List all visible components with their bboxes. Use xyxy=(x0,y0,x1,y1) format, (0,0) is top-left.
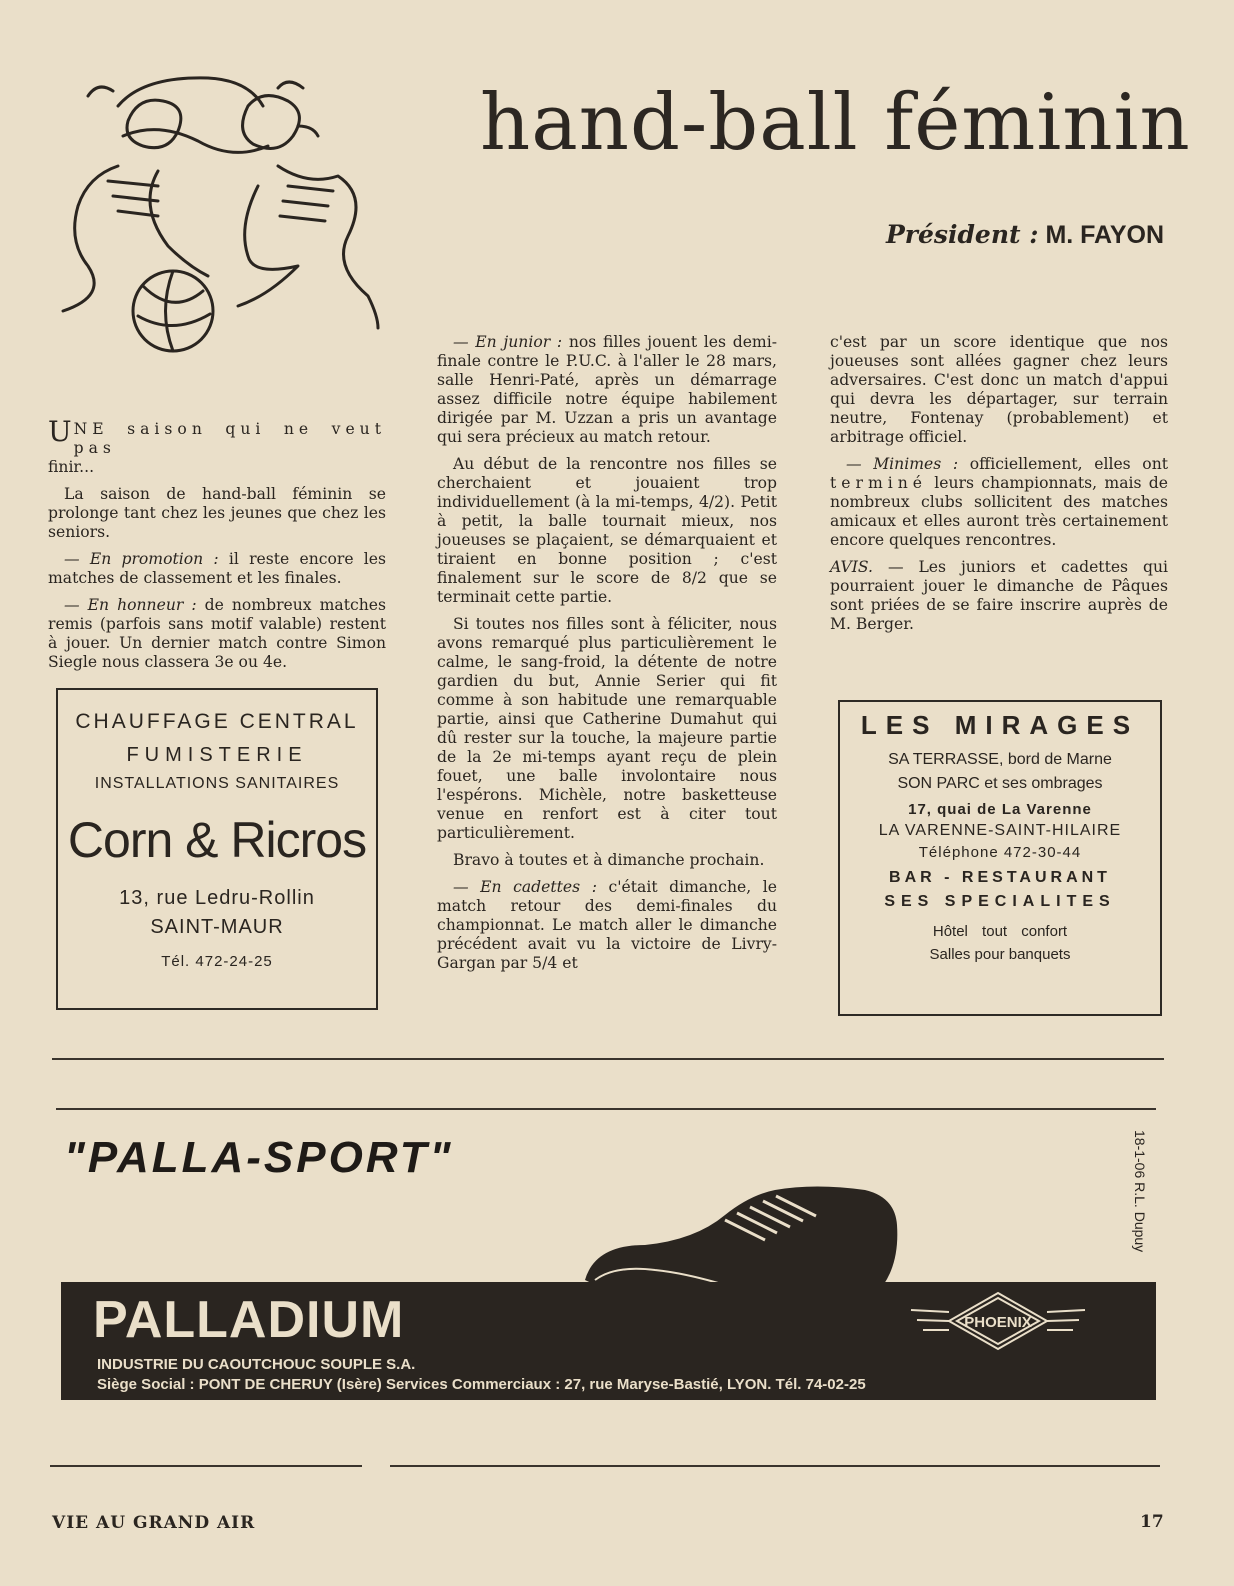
paragraph: c'est par un score identique que nos joueuses sont allées gagner chez leurs adversaires. C'est donc un match d'appui qui devra les départager, sur terrain neutre, Fontenay (probablement) et arbitrage officiel. xyxy=(830,333,1168,446)
ad-line: CHAUFFAGE CENTRAL xyxy=(75,710,359,733)
palladium-banner xyxy=(61,1282,1156,1400)
ad-line: Salles pour banquets xyxy=(929,946,1071,963)
ad-phone: Téléphone 472-30-44 xyxy=(918,844,1082,861)
spaced-text: NE saison qui ne veut pas xyxy=(73,420,386,457)
section-label: — Minimes : xyxy=(846,455,959,473)
paragraph xyxy=(48,550,386,588)
phoenix-badge-icon xyxy=(909,1290,1087,1352)
president-label: Président : xyxy=(886,220,1039,249)
phoenix-badge-label: PHOENIX xyxy=(964,1314,1032,1331)
article-column-3 xyxy=(830,333,1168,642)
company-line: INDUSTRIE DU CAOUTCHOUC SOUPLE S.A. xyxy=(97,1356,416,1373)
divider xyxy=(52,1058,1164,1060)
ad-line: BAR - RESTAURANT xyxy=(889,869,1111,886)
article-title: hand-ball féminin xyxy=(480,78,1191,168)
text: il reste encore les matches de classement et les finales. xyxy=(48,550,386,587)
text: c'était dimanche, le match retour des demi-finales du championnat. Le match aller le dimanche précédent avait vu la victoire de Livry-Gargan par 5/4 et xyxy=(437,878,777,972)
text: — Les juniors et cadettes qui pourraient jouer le dimanche de Pâques sont priées de se faire inscrire auprès de M. Berger. xyxy=(830,558,1168,633)
dropcap: U xyxy=(48,415,72,448)
text: nos filles jouent les demi-finale contre le P.U.C. à l'aller le 28 mars, salle Henri-Paté, après un démarrage assez difficile notre équipe habilement dirigée par M. Uzzan a pris un avantage qui sera précieux au match retour. xyxy=(437,333,777,446)
text: leurs championnats, mais de nombreux clubs sollicitent des matches amicaux et elles auront très certainement encore quelques rencontres. xyxy=(830,474,1168,549)
paragraph xyxy=(830,455,1168,550)
paragraph: Au début de la rencontre nos filles se cherchaient et jouaient trop individuellement (à la mi-temps, 4/2). Petit à petit, la balle tournait mieux, nos joueuses se plaçaient, se démarquaient et tiraient en bonne position ; c'est finalement sur le score de 8/2 que se terminait cette partie. xyxy=(437,455,777,606)
ad-line: SES SPECIALITES xyxy=(884,893,1116,910)
ad-line: LA VARENNE-SAINT-HILAIRE xyxy=(878,822,1122,839)
paragraph xyxy=(48,415,386,477)
ad-company-name: Corn & Ricros xyxy=(67,812,367,868)
section-label: — En cadettes : xyxy=(453,878,597,896)
paragraph xyxy=(437,333,777,447)
article-column-1 xyxy=(48,415,386,680)
divider xyxy=(50,1465,362,1467)
president-name: M. FAYON xyxy=(1045,221,1164,249)
ad-street: 13, rue Ledru-Rollin xyxy=(119,887,315,909)
company-address: Siège Social : PONT DE CHERUY (Isère) Services Commerciaux : 27, rue Maryse-Bastié, LYON. Tél. 74-02-25 xyxy=(97,1376,866,1393)
illustrator-credit: 18-1-06 R.L. Dupuy xyxy=(1132,1130,1148,1253)
spaced-text: terminé xyxy=(830,474,927,492)
paragraph xyxy=(48,596,386,672)
handball-players-illustration-icon xyxy=(48,66,388,356)
ad-les-mirages xyxy=(838,700,1162,1016)
article-column-2 xyxy=(437,333,777,981)
ad-line: SA TERRASSE, bord de Marne xyxy=(888,751,1112,768)
section-label: AVIS. xyxy=(830,558,873,576)
section-label: — En promotion : xyxy=(64,550,219,568)
ad-line: INSTALLATIONS SANITAIRES xyxy=(94,775,340,792)
paragraph: Si toutes nos filles sont à féliciter, nous avons remarqué plus particulièrement le calme, le sang-froid, la détente de notre gardien du but, Annie Serier qui fit comme à son habitude une remarquable partie, ainsi que Catherine Dumahut qui dû rester sur la touche, la majeure partie de la 2e mi-temps ayant reçu de plein fouet, une balle involontaire nous l'espérons. Michèle, notre basketteuse venue en renfort est à citer tout particulièrement. xyxy=(437,615,777,842)
text: officiellement, elles ont xyxy=(969,455,1168,473)
paragraph xyxy=(830,558,1168,634)
text: de nombreux matches remis (parfois sans motif valable) restent à jouer. Un dernier match contre Simon Siegle nous classera 3e ou 4e. xyxy=(48,596,386,671)
section-label: — En honneur : xyxy=(64,596,197,614)
text: finir... xyxy=(48,458,95,476)
ad-line: SON PARC et ses ombrages xyxy=(897,775,1103,792)
ad-line: Hôtel tout confort xyxy=(932,923,1068,940)
section-label: — En junior : xyxy=(453,333,563,351)
ad-phone: Tél. 472-24-25 xyxy=(161,953,273,970)
ad-city: SAINT-MAUR xyxy=(150,916,284,938)
paragraph: La saison de hand-ball féminin se prolonge tant chez les jeunes que chez les seniors. xyxy=(48,485,386,541)
paragraph: Bravo à toutes et à dimanche prochain. xyxy=(453,851,765,869)
divider xyxy=(56,1108,1156,1110)
brand-name: PALLADIUM xyxy=(93,1291,405,1349)
paragraph xyxy=(437,878,777,973)
magazine-name: VIE AU GRAND AIR xyxy=(52,1513,256,1533)
divider xyxy=(390,1465,1160,1467)
president-line xyxy=(886,220,1164,250)
page-number: 17 xyxy=(1140,1512,1164,1532)
ad-line: 17, quai de La Varenne xyxy=(908,801,1092,818)
ad-line: FUMISTERIE xyxy=(126,744,308,766)
ad-corn-ricros xyxy=(56,688,378,1010)
ad-slogan: "PALLA-SPORT" xyxy=(64,1133,454,1182)
ad-company-name: LES MIRAGES xyxy=(860,710,1140,740)
